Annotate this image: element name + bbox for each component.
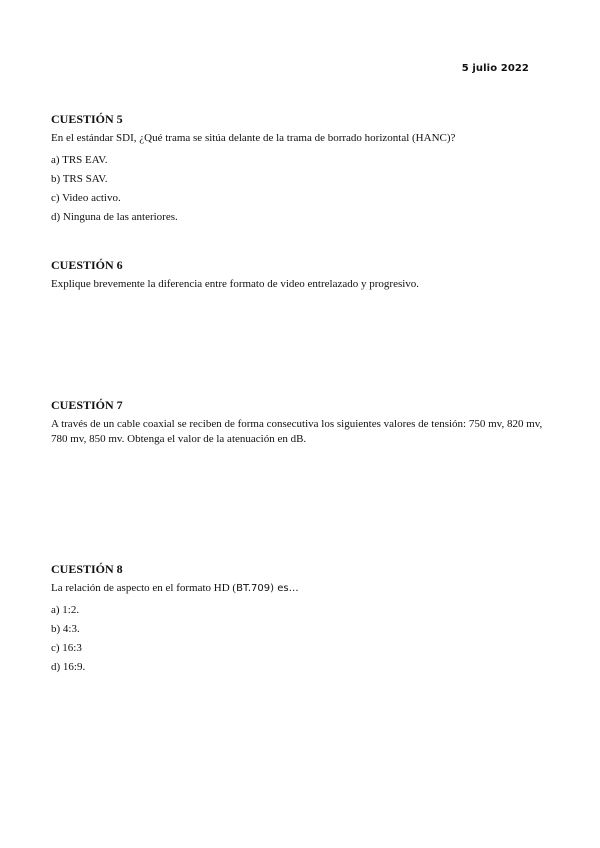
question-8-text-part-2: BT.709) es…: [236, 583, 299, 594]
question-8: [51, 562, 551, 680]
exam-date: 5 julio 2022: [461, 63, 529, 74]
question-5-text: En el estándar SDI, ¿Qué trama se sitúa delante de la trama de borrado horizontal (HANC)?: [51, 132, 456, 144]
question-8-title: CUESTIÓN 8: [51, 562, 123, 576]
question-7-title: CUESTIÓN 7: [51, 398, 123, 412]
question-8-options: [51, 604, 551, 674]
option-a: a) TRS EAV.: [51, 154, 108, 166]
question-6-text: Explique brevemente la diferencia entre formato de video entrelazado y progresivo.: [51, 278, 420, 290]
option-c: c) Video activo.: [51, 192, 121, 204]
option-d: d) Ninguna de las anteriores.: [51, 211, 178, 223]
question-8-text: [51, 581, 551, 596]
question-5-options: [51, 154, 551, 224]
question-7: [51, 398, 551, 447]
question-7-text: A través de un cable coaxial se reciben de forma consecutiva los siguientes valores de tensión: 750 mv, 820 mv, 780 mv, 850 mv. Obtenga el valor de la atenuación en dB.: [51, 418, 543, 445]
question-6-title: CUESTIÓN 6: [51, 258, 123, 272]
option-b: b) 4:3.: [51, 623, 80, 635]
option-b: b) TRS SAV.: [51, 173, 108, 185]
option-a: a) 1:2.: [51, 604, 80, 616]
question-8-text-part-1: La relación de aspecto en el formato HD (: [51, 582, 237, 594]
option-c: c) 16:3: [51, 642, 82, 654]
question-6: [51, 258, 551, 292]
option-d: d) 16:9.: [51, 661, 86, 673]
question-5-title: CUESTIÓN 5: [51, 112, 123, 126]
question-5: [51, 112, 551, 230]
